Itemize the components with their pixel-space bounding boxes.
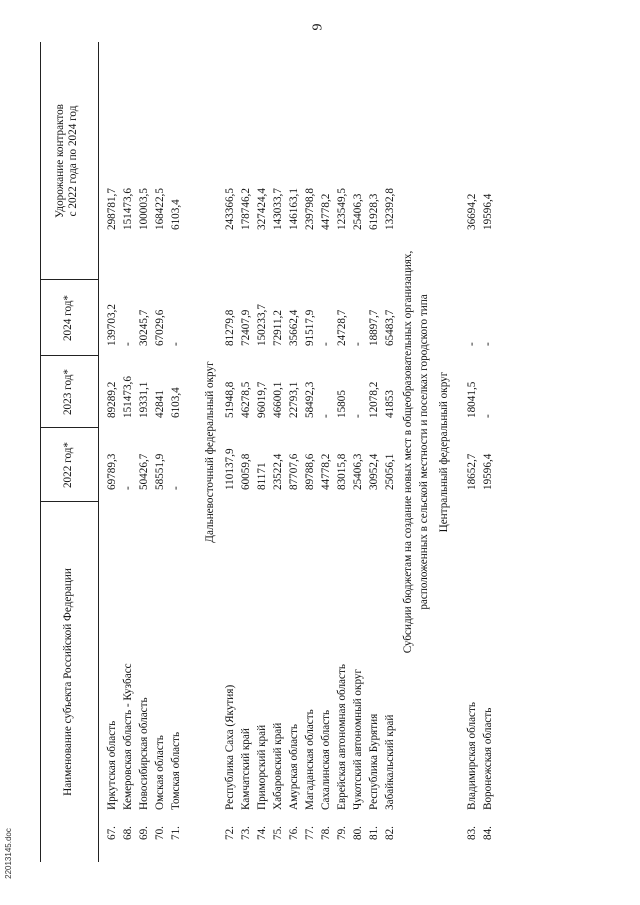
value-2024: - (122, 342, 134, 346)
column-header-2024: 2024 год* (62, 294, 74, 342)
value-2022: 25406,3 (352, 453, 364, 490)
subsidy-heading-line2: расположенных в сельской местности и поселках городского типа (418, 294, 430, 610)
value-2024: 67029,6 (154, 309, 166, 346)
value-increase: 61928,3 (368, 193, 380, 230)
row-number: 82. (384, 826, 396, 840)
value-2023: 12078,2 (368, 381, 380, 418)
region-name: Новосибирская область (138, 697, 150, 810)
region-name: Омская область (154, 735, 166, 810)
subsidy-table (40, 42, 600, 862)
region-name: Еврейская автономная область (336, 664, 348, 810)
value-increase: 132392,8 (384, 188, 396, 230)
value-increase: 36694,2 (466, 193, 478, 230)
value-2023: 58492,3 (304, 381, 316, 418)
column-header-increase (54, 42, 80, 280)
value-2022: 30952,4 (368, 453, 380, 490)
value-2022: 110137,9 (224, 448, 236, 490)
row-number: 67. (106, 826, 118, 840)
row-number: 77. (304, 826, 316, 840)
row-number: 73. (240, 826, 252, 840)
value-2024: 30245,7 (138, 309, 150, 346)
value-2024: 139703,2 (106, 304, 118, 346)
value-increase: 25406,3 (352, 193, 364, 230)
value-increase: 151473,6 (122, 188, 134, 230)
row-number: 69. (138, 826, 150, 840)
value-increase: 178746,2 (240, 188, 252, 230)
region-name: Чукотский автономный округ (352, 668, 364, 810)
region-name: Республика Бурятия (368, 713, 380, 810)
value-2023: 51948,8 (224, 381, 236, 418)
value-2023: 89289,2 (106, 381, 118, 418)
region-name: Сахалинская область (320, 709, 332, 810)
region-name: Иркутская область (106, 720, 118, 810)
region-name: Кемеровская область - Кузбасс (122, 663, 134, 810)
region-name: Амурская область (288, 724, 300, 810)
region-name: Воронежская область (482, 707, 494, 810)
region-name: Магаданская область (304, 709, 316, 810)
row-number: 68. (122, 826, 134, 840)
region-name: Камчатский край (240, 728, 252, 810)
value-2024: 72407,9 (240, 309, 252, 346)
table-row (272, 42, 288, 862)
table-row (256, 42, 272, 862)
value-2022: 83015,8 (336, 453, 348, 490)
value-2022: 87707,6 (288, 453, 300, 490)
value-2022: 60059,8 (240, 453, 252, 490)
header-bottom-rule (98, 42, 99, 862)
value-2024: - (170, 342, 182, 346)
value-increase: 6103,4 (170, 199, 182, 230)
region-name: Забайкальский край (384, 714, 396, 810)
table-row (384, 42, 400, 862)
value-increase: 168422,5 (154, 188, 166, 230)
value-2024: 81279,8 (224, 309, 236, 346)
region-name: Приморский край (256, 724, 268, 810)
row-number: 79. (336, 826, 348, 840)
column-header-increase-line1: Удорожание контрактов (54, 104, 66, 218)
value-increase: 100003,5 (138, 188, 150, 230)
table-row (466, 42, 482, 862)
subsidy-heading-line1: Субсидии бюджетам на создание новых мест в общеобразовательных организациях, (402, 250, 414, 654)
value-2023: 19331,1 (138, 381, 150, 418)
value-increase: 146163,1 (288, 188, 300, 230)
table-row (106, 42, 122, 862)
table-row (482, 42, 498, 862)
value-2022: 19596,4 (482, 453, 494, 490)
value-2024: - (320, 342, 332, 346)
column-header-2022: 2022 год* (62, 441, 74, 489)
value-2022: 23522,4 (272, 453, 284, 490)
value-increase: 239798,8 (304, 188, 316, 230)
value-increase: 123549,5 (336, 188, 348, 230)
value-2023: 6103,4 (170, 387, 182, 418)
region-name: Томская область (170, 731, 182, 810)
value-2024: 72911,2 (272, 310, 284, 346)
value-2022: 89788,6 (304, 453, 316, 490)
value-2022: 50426,7 (138, 453, 150, 490)
value-2024: - (466, 342, 478, 346)
value-2024: 24728,7 (336, 309, 348, 346)
value-increase: 298781,7 (106, 188, 118, 230)
value-increase: 327424,4 (256, 188, 268, 230)
district-heading-central: Центральный федеральный округ (438, 371, 450, 533)
value-2024: 150233,7 (256, 304, 268, 346)
value-2022: 44778,2 (320, 453, 332, 490)
table-row (154, 42, 170, 862)
row-number: 72. (224, 826, 236, 840)
column-header-name: Наименование субъекта Российской Федерации (62, 568, 74, 796)
value-2024: - (352, 342, 364, 346)
value-2022: 81171 (256, 462, 268, 490)
value-2022: - (170, 486, 182, 490)
value-2023: 18041,5 (466, 381, 478, 418)
value-2024: 65483,7 (384, 309, 396, 346)
column-header-2023: 2023 год* (62, 368, 74, 416)
table-header (40, 42, 98, 862)
row-number: 75. (272, 826, 284, 840)
table-row (336, 42, 352, 862)
row-number: 80. (352, 826, 364, 840)
table-row (122, 42, 138, 862)
value-2023: 151473,6 (122, 376, 134, 418)
page-number-text: 9 (310, 23, 325, 31)
value-2023: 42841 (154, 390, 166, 418)
table-row (138, 42, 154, 862)
table-row (240, 42, 256, 862)
value-2022: 25056,1 (384, 453, 396, 490)
value-2022: 58551,9 (154, 453, 166, 490)
region-name: Республика Саха (Якутия) (224, 684, 236, 810)
region-name: Хабаровский край (272, 722, 284, 810)
row-number: 76. (288, 826, 300, 840)
header-top-rule (40, 42, 41, 862)
value-2023: 22793,1 (288, 381, 300, 418)
table-row (224, 42, 240, 862)
value-2023: 15805 (336, 390, 348, 418)
row-number: 81. (368, 826, 380, 840)
value-2024: 18897,7 (368, 309, 380, 346)
row-number: 71. (170, 826, 182, 840)
row-number: 84. (482, 826, 494, 840)
table-row (352, 42, 368, 862)
table-row (304, 42, 320, 862)
row-number: 70. (154, 826, 166, 840)
value-2024: 35662,4 (288, 309, 300, 346)
document-id-text: 22013145.doc (3, 827, 13, 879)
value-2023: - (482, 414, 494, 418)
row-number: 74. (256, 826, 268, 840)
value-2024: - (482, 342, 494, 346)
value-2023: - (352, 414, 364, 418)
value-2023: 46600,1 (272, 381, 284, 418)
column-header-increase-line2: с 2022 года по 2024 год (66, 105, 79, 217)
value-2023: 46278,5 (240, 381, 252, 418)
value-2024: 91517,9 (304, 309, 316, 346)
table-row (288, 42, 304, 862)
value-2022: - (122, 486, 134, 490)
row-number: 78. (320, 826, 332, 840)
table-row (368, 42, 384, 862)
value-2022: 69789,3 (106, 453, 118, 490)
value-2022: 18652,7 (466, 453, 478, 490)
value-increase: 19596,4 (482, 193, 494, 230)
district-heading-far-east: Дальневосточный федеральный округ (204, 361, 216, 543)
value-increase: 243366,5 (224, 188, 236, 230)
value-2023: 41853 (384, 390, 396, 418)
table-row (320, 42, 336, 862)
value-increase: 44778,2 (320, 193, 332, 230)
row-number: 83. (466, 826, 478, 840)
value-increase: 143033,7 (272, 188, 284, 230)
value-2023: - (320, 414, 332, 418)
table-row (170, 42, 186, 862)
value-2023: 96019,7 (256, 381, 268, 418)
region-name: Владимирская область (466, 701, 478, 810)
